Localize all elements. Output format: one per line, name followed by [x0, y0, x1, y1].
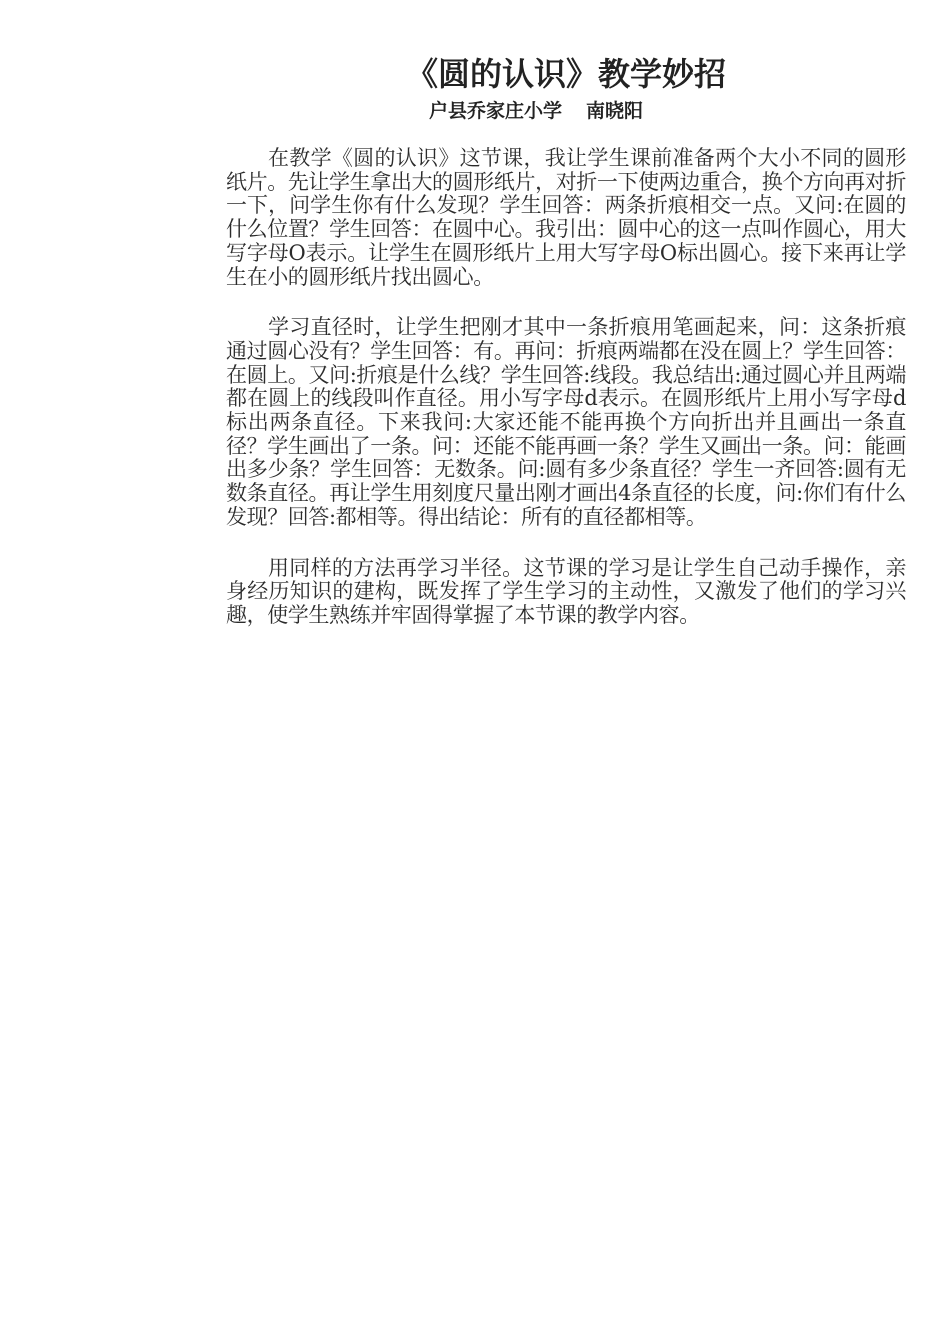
article-body [226, 147, 906, 655]
byline [226, 97, 846, 125]
document-title: 《圆的认识》教学妙招 [405, 55, 726, 93]
school-name: 户县乔家庄小学 [428, 100, 562, 122]
author-name: 南晓阳 [586, 100, 644, 122]
paragraph-2: 学习直径时，让学生把刚才其中一条折痕用笔画起来，问：这条折痕通过圆心没有？学生回答：有。再问：折痕两端都在没在圆上？学生回答：在圆上。又问:折痕是什么线？学生回答:线段。我总结出:通过圆心并且两端都在圆上的线段叫作直径。用小写字母d表示。在圆形纸片上用小写字母d标出两条直径。下来我问:大家还能不能再换个方向折出并且画出一条直径？学生画出了一条。问：还能不能再画一条？学生又画出一条。问：能画出多少条？学生回答：无数条。问:圆有多少条直径？学生一齐回答:圆有无数条直径。再让学生用刻度尺量出刚才画出4条直径的长度，问:你们有什么发现？回答:都相等。得出结论：所有的直径都相等。 [226, 315, 906, 529]
paragraph-1: 在教学《圆的认识》这节课，我让学生课前准备两个大小不同的圆形纸片。先让学生拿出大的圆形纸片，对折一下使两边重合，换个方向再对折一下，问学生你有什么发现？学生回答：两条折痕相交一点。又问:在圆的什么位置？学生回答：在圆中心。我引出：圆中心的这一点叫作圆心，用大写字母O表示。让学生在圆形纸片上用大写字母O标出圆心。接下来再让学生在小的圆形纸片找出圆心。 [226, 146, 906, 289]
paragraph-3: 用同样的方法再学习半径。这节课的学习是让学生自己动手操作，亲身经历知识的建构，既发挥了学生学习的主动性，又激发了他们的学习兴趣，使学生熟练并牢固得掌握了本节课的教学内容。 [226, 555, 906, 627]
